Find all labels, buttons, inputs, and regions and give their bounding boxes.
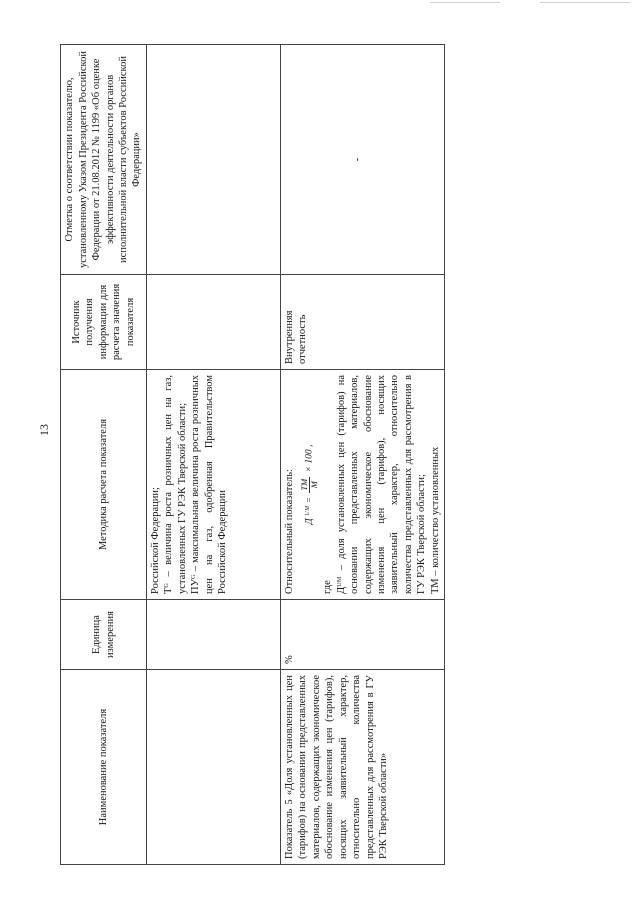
indicator-table-landscape xyxy=(60,45,441,865)
formula-fraction xyxy=(300,477,319,493)
formula-numerator: ТМ xyxy=(299,478,310,491)
formula-denominator: М xyxy=(309,481,320,489)
header-indicator-name: Наименование показателя xyxy=(61,670,147,865)
indicator-table xyxy=(60,44,445,865)
cell-name: Показатель 5 «Доля установленных цен (тарифов) на основании представленных материалов, содержащих экономическое обоснование изменения цен (тарифов), носящих заявительный характер, относительно количества представленных для рассмотрения в ГУ РЭК Тверской области» xyxy=(281,670,445,865)
table-header-row xyxy=(61,45,147,865)
header-unit: Единица измерения xyxy=(61,600,147,670)
method-text-line: Tᴳ – величина роста розничных цен на газ, установленных ГУ РЭК Тверской области; xyxy=(163,375,188,594)
cell-source: Внутренняя отчетность xyxy=(281,275,445,370)
scan-edge-mark xyxy=(540,2,630,3)
method-definition: Дᵁᴹ – доля установленных цен (тарифов) на основании представленных материалов, содержащих экономическое обоснование изменения цен (тарифов), носящих заявительный характер, относительно количества представленных для рассмотрения в ГУ РЭК Тверской области; xyxy=(335,375,428,594)
header-method: Методика расчета показателя xyxy=(61,370,147,600)
method-text-line: ПУᴳ – максимальная величина роста розничных цен на газ, одобренная Правительством Российской Федерации xyxy=(190,375,229,594)
table-row xyxy=(281,45,445,865)
method-definition: ТМ – количество установленных xyxy=(429,446,441,594)
scan-edge-mark xyxy=(430,2,500,3)
method-text-line: Российской Федерации; xyxy=(150,487,161,594)
cell-unit xyxy=(147,600,281,670)
method-intro: Относительный показатель: xyxy=(284,469,295,594)
header-source: Источник получения информации для расчета значения показателя xyxy=(61,275,147,370)
cell-unit: % xyxy=(281,600,445,670)
cell-name xyxy=(147,670,281,865)
cell-method xyxy=(147,370,281,600)
formula-rhs: × 100 , xyxy=(305,444,316,473)
cell-source xyxy=(147,275,281,370)
method-formula xyxy=(300,375,319,594)
header-compliance-mark: Отметка о соответствии показателю, установленному Указом Президента Российской Федерации от 21.08.2012 № 1199 «Об оценке эффективности деятельности органов исполнительной власти субъектов Российской Федерации» xyxy=(61,45,147,275)
method-where: где xyxy=(322,580,334,594)
rotated-page-content xyxy=(60,45,441,865)
cell-compliance-mark: - xyxy=(281,45,445,275)
page-number: 13 xyxy=(36,424,51,436)
table-row xyxy=(147,45,281,865)
cell-method xyxy=(281,370,445,600)
formula-lhs: Д ᵁᴹ = xyxy=(305,497,316,525)
cell-compliance-mark xyxy=(147,45,281,275)
